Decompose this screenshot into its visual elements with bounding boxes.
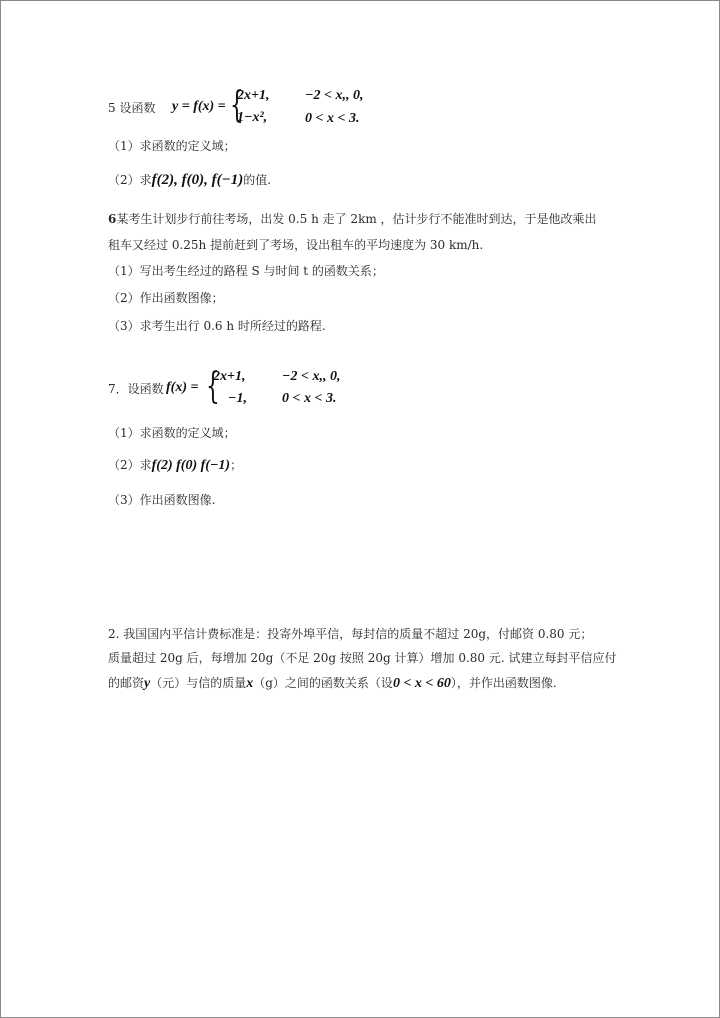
q5-part1: （1）求函数的定义域； — [108, 139, 236, 153]
q5-part2 — [108, 172, 271, 188]
q6-number: 6 — [108, 212, 117, 226]
q6-line2: 租车又经过 0.25h 提前赶到了考场，设出租车的平均速度为 30 km/h. — [108, 238, 484, 252]
q2-line3-a: 的邮资 — [108, 676, 145, 690]
q7-part2-math: f(2) f(0) f(−1) — [151, 458, 231, 473]
q6-part1: （1）写出考生经过的路程 S 与时间 t 的函数关系； — [108, 264, 384, 278]
q5-case2-expr: 1−x², — [237, 110, 268, 125]
q5-part2-suffix: 的值. — [243, 173, 272, 187]
q2-line3-d: ），并作出函数图像. — [450, 676, 557, 690]
q2-line2: 质量超过 20g 后，每增加 20g（不足 20g 按照 20g 计算）增加 0.80 元. 试建立每封平信应付 — [108, 651, 617, 665]
q5-case2-cond: 0 < x < 3. — [305, 111, 360, 126]
q7-lhs: f(x) = — [166, 380, 199, 395]
q2-line3-b: （元）与信的质量 — [150, 676, 247, 690]
q5-case1-expr: 2x+1, — [237, 88, 270, 103]
q7-brace: { — [206, 366, 220, 407]
q7-label: 7．设函数 — [108, 382, 164, 396]
q2-condition: 0 < x < 60 — [392, 676, 451, 691]
q7-part3: （3）作出函数图像. — [108, 493, 216, 507]
q2-line3 — [108, 675, 557, 692]
q6-line1-text: 某考生计划步行前往考场，出发 0.5 h 走了 2km ，估计步行不能准时到达，于是他改乘出 — [116, 212, 597, 226]
q7-case2-cond: 0 < x < 3. — [282, 391, 337, 406]
q5-part2-math: f(2), f(0), f(−1) — [151, 172, 244, 188]
q2-line3-c: （g）之间的函数关系（设 — [253, 676, 393, 690]
q7-case2-expr: −1, — [228, 391, 247, 406]
q7-case1-cond: −2 < x,, 0, — [282, 369, 341, 384]
q7-case1-expr: 2x+1, — [213, 369, 246, 384]
q5-brace: { — [230, 85, 244, 126]
q7-part2-prefix: （2）求 — [108, 458, 152, 472]
q6-line1 — [108, 211, 597, 227]
q5-part2-prefix: （2）求 — [108, 173, 152, 187]
q7-part2-suffix: ； — [230, 458, 243, 472]
q5-lhs: y = f(x) = — [172, 99, 226, 114]
q2-var-x: x — [246, 676, 254, 691]
q7-part1: （1）求函数的定义域； — [108, 426, 236, 440]
q5-case1-cond: −2 < x,, 0, — [305, 88, 364, 103]
q6-part3: （3）求考生出行 0.6 h 时所经过的路程. — [108, 319, 326, 333]
q5-label: 5 设函数 — [108, 101, 156, 115]
q6-part2: （2）作出函数图像； — [108, 291, 224, 305]
q2-line1: 2. 我国国内平信计费标准是：投寄外埠平信，每封信的质量不超过 20g，付邮资 0.80 元； — [108, 627, 593, 641]
q2-var-y: y — [144, 676, 151, 691]
q7-part2 — [108, 457, 242, 474]
